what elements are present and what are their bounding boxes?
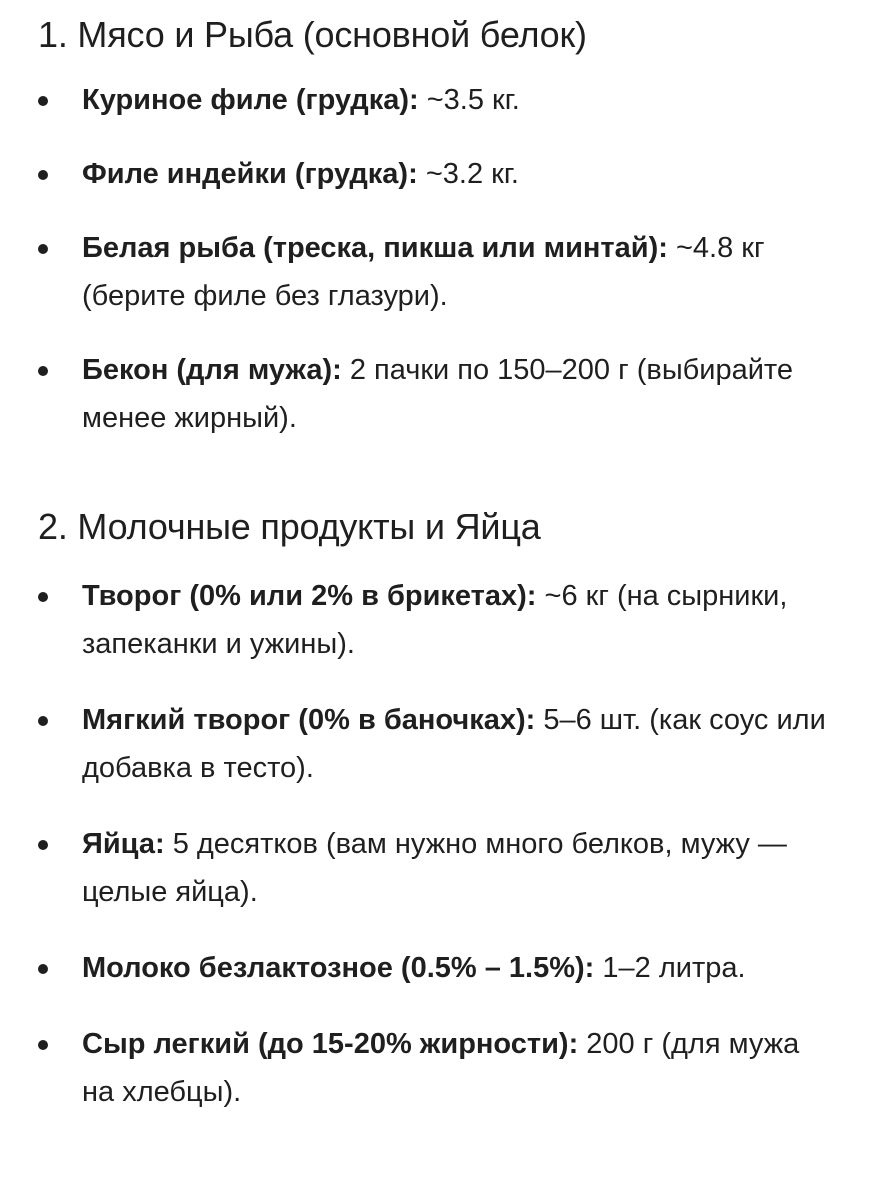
bullet-icon bbox=[38, 96, 48, 106]
item-label: Куриное филе (грудка): bbox=[82, 84, 419, 116]
item-text: ~6 кг (на сырники, запеканки и ужины). bbox=[82, 580, 788, 660]
list-item bbox=[38, 76, 839, 124]
item-text: 200 г (для мужа на хлебцы). bbox=[82, 1028, 800, 1108]
list-item bbox=[38, 224, 839, 320]
bullet-icon bbox=[38, 170, 48, 180]
bullet-icon bbox=[38, 592, 48, 602]
item-label: Белая рыба (треска, пикша или минтай): bbox=[82, 232, 668, 264]
bullet-icon bbox=[38, 1040, 48, 1050]
item-label: Сыр легкий (до 15-20% жирности): bbox=[82, 1028, 579, 1060]
bullet-icon bbox=[38, 366, 48, 376]
item-list bbox=[38, 572, 839, 1116]
item-label: Молоко безлактозное (0.5% – 1.5%): bbox=[82, 952, 595, 984]
list-item bbox=[38, 346, 839, 442]
list-item bbox=[38, 1020, 839, 1116]
bullet-icon bbox=[38, 244, 48, 254]
item-text: 2 пачки по 150–200 г (выбирайте менее жирный). bbox=[82, 354, 794, 434]
bullet-icon bbox=[38, 716, 48, 726]
section-heading: 1. Мясо и Рыба (основной белок) bbox=[38, 14, 587, 55]
item-label: Яйца: bbox=[82, 828, 165, 860]
bullet-icon bbox=[38, 840, 48, 850]
item-text: ~3.2 кг. bbox=[417, 158, 519, 190]
item-text: ~3.5 кг. bbox=[418, 84, 520, 116]
section-dairy-eggs bbox=[38, 504, 839, 1116]
list-item bbox=[38, 944, 839, 992]
item-text: 5–6 шт. (как соус или добавка в тесто). bbox=[82, 704, 826, 784]
list-item bbox=[38, 572, 839, 668]
item-label: Творог (0% или 2% в брикетах): bbox=[82, 580, 537, 612]
item-text: 1–2 литра. bbox=[594, 952, 746, 984]
item-list bbox=[38, 76, 839, 442]
item-label: Филе индейки (грудка): bbox=[82, 158, 418, 190]
item-label: Бекон (для мужа): bbox=[82, 354, 342, 386]
list-item bbox=[38, 696, 839, 792]
section-meat-fish bbox=[38, 12, 839, 468]
item-text: ~4.8 кг (берите филе без глазури). bbox=[82, 232, 765, 312]
item-label: Мягкий творог (0% в баночках): bbox=[82, 704, 536, 736]
bullet-icon bbox=[38, 964, 48, 974]
section-heading: 2. Молочные продукты и Яйца bbox=[38, 506, 541, 547]
list-item bbox=[38, 150, 839, 198]
list-item bbox=[38, 820, 839, 916]
item-text: 5 десятков (вам нужно много белков, мужу — целые яйца). bbox=[82, 828, 787, 908]
